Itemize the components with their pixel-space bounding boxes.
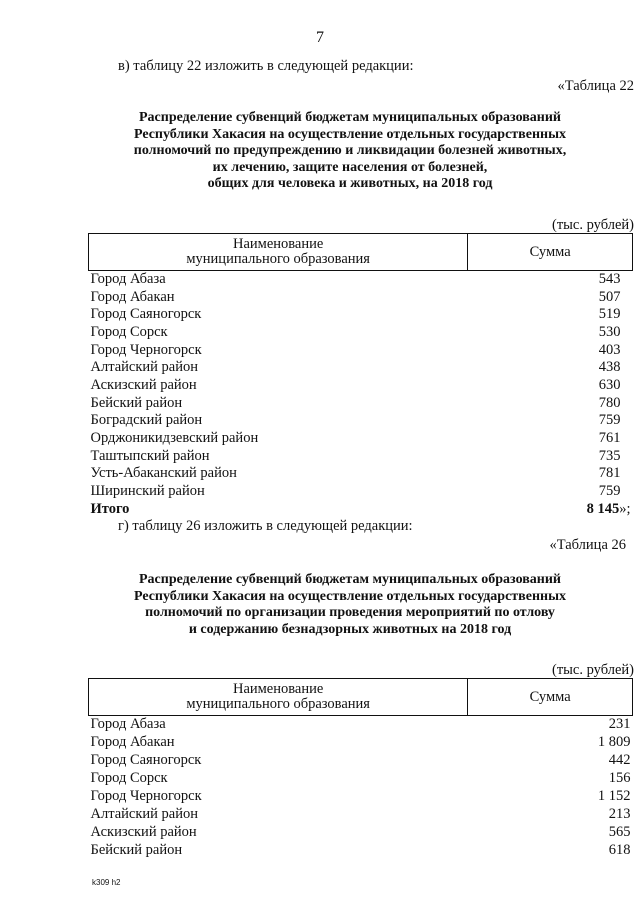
table-row [89, 716, 633, 734]
table-26-header-row [89, 679, 633, 716]
table-row [89, 271, 633, 289]
row-value: 213 [608, 806, 631, 822]
page-number: 7 [316, 29, 324, 46]
row-value: 735 [598, 447, 621, 464]
table-total-row [89, 500, 633, 518]
header-name-line: Наименование [232, 681, 324, 697]
header-name-line: муниципального образования [186, 696, 370, 712]
header-name-line: Наименование [232, 236, 324, 252]
table-row [89, 412, 633, 430]
row-value: 530 [598, 323, 621, 340]
table-26-title-line: Республики Хакасия на осуществление отдельных государственных [133, 588, 567, 604]
row-name: Город Абаза [90, 271, 166, 288]
table-row [89, 430, 633, 448]
table-row [89, 394, 633, 412]
row-name: Таштыпский район [90, 447, 210, 464]
table-26-units: (тыс. рублей) [552, 662, 634, 678]
table-22-title [60, 110, 640, 193]
row-name: Город Сорск [90, 770, 168, 786]
row-name: Аскизский район [90, 376, 197, 393]
table-row [89, 306, 633, 324]
total-value: 8 145 [586, 500, 620, 517]
row-value: 507 [598, 288, 621, 305]
row-name: Усть-Абаканский район [90, 465, 237, 482]
row-value: 780 [598, 394, 621, 411]
row-value: 519 [598, 306, 621, 323]
row-name: Город Черногорск [90, 788, 202, 804]
table-22-header-name [89, 234, 468, 271]
table-26 [88, 678, 633, 860]
row-value: 761 [598, 430, 621, 447]
table-row [89, 770, 633, 788]
table-26-header-sum: Сумма [468, 679, 633, 716]
row-name: Боградский район [90, 412, 203, 429]
table-26-title [60, 572, 640, 638]
table-row [89, 341, 633, 359]
table-row [89, 359, 633, 377]
table-22-header-row [89, 234, 633, 271]
row-name: Город Саяногорск [90, 752, 202, 768]
table-row [89, 483, 633, 501]
row-name: Аскизский район [90, 824, 197, 840]
row-name: Город Саяногорск [90, 306, 202, 323]
row-name: Город Черногорск [90, 341, 202, 358]
row-value: 156 [608, 770, 631, 786]
table-26-header-name [89, 679, 468, 716]
section-g-intro: г) таблицу 26 изложить в следующей редакции: [118, 518, 413, 534]
row-value: 630 [598, 376, 621, 393]
row-name: Город Абакан [90, 288, 175, 305]
table-row [89, 288, 633, 306]
table-22-title-line: их лечению, защите населения от болезней, [212, 159, 488, 175]
table-26-label: «Таблица 26 [549, 537, 626, 553]
row-name: Город Абакан [90, 734, 175, 750]
row-value: 1 809 [597, 734, 631, 750]
table-row [89, 734, 633, 752]
row-value: 403 [598, 341, 621, 358]
row-value: 565 [608, 824, 631, 840]
table-22 [88, 233, 633, 518]
table-22-units: (тыс. рублей) [552, 217, 634, 233]
row-name: Бейский район [90, 394, 183, 411]
table-26-title-line: полномочий по организации проведения мероприятий по отлову [145, 605, 555, 621]
row-value: 442 [608, 752, 631, 768]
table-22-label: «Таблица 22 [557, 78, 634, 94]
table-row [89, 806, 633, 824]
table-row [89, 377, 633, 395]
row-name: Город Сорск [90, 323, 168, 340]
footer-code: k309 h2 [92, 878, 121, 887]
table-26-title-line: и содержанию безнадзорных животных на 2018 год [188, 621, 512, 637]
table-row [89, 324, 633, 342]
table-22-title-line: полномочий по предупреждению и ликвидации болезней животных, [133, 143, 567, 159]
table-row [89, 824, 633, 842]
table-22-title-line: Республики Хакасия на осуществление отдельных государственных [133, 126, 567, 142]
row-name: Алтайский район [90, 359, 198, 376]
row-value: 543 [598, 271, 621, 288]
total-value-cell [468, 500, 633, 518]
row-value: 1 152 [597, 788, 631, 804]
table-26-title-line: Распределение субвенций бюджетам муниципальных образований [139, 572, 561, 587]
table-22-header-sum: Сумма [468, 234, 633, 271]
table-22-title-line: общих для человека и животных, на 2018 год [207, 176, 493, 192]
row-name: Бейский район [90, 842, 183, 858]
table-22-title-line: Распределение субвенций бюджетам муниципальных образований [139, 110, 561, 125]
row-value: 231 [608, 716, 631, 733]
row-name: Орджоникидзевский район [90, 430, 259, 447]
table-row [89, 752, 633, 770]
row-value: 618 [608, 842, 631, 858]
row-value: 759 [598, 483, 621, 500]
section-v-intro: в) таблицу 22 изложить в следующей редакции: [118, 58, 414, 74]
table-row [89, 842, 633, 860]
row-value: 438 [598, 359, 621, 376]
table-row [89, 788, 633, 806]
row-value: 781 [598, 465, 621, 482]
row-name: Ширинский район [90, 483, 205, 500]
row-name: Алтайский район [90, 806, 198, 822]
row-name: Город Абаза [90, 716, 166, 733]
total-label: Итого [90, 500, 130, 517]
table-row [89, 447, 633, 465]
header-name-line: муниципального образования [186, 251, 370, 267]
table-row [89, 465, 633, 483]
row-value: 759 [598, 412, 621, 429]
total-suffix: »; [619, 500, 631, 517]
